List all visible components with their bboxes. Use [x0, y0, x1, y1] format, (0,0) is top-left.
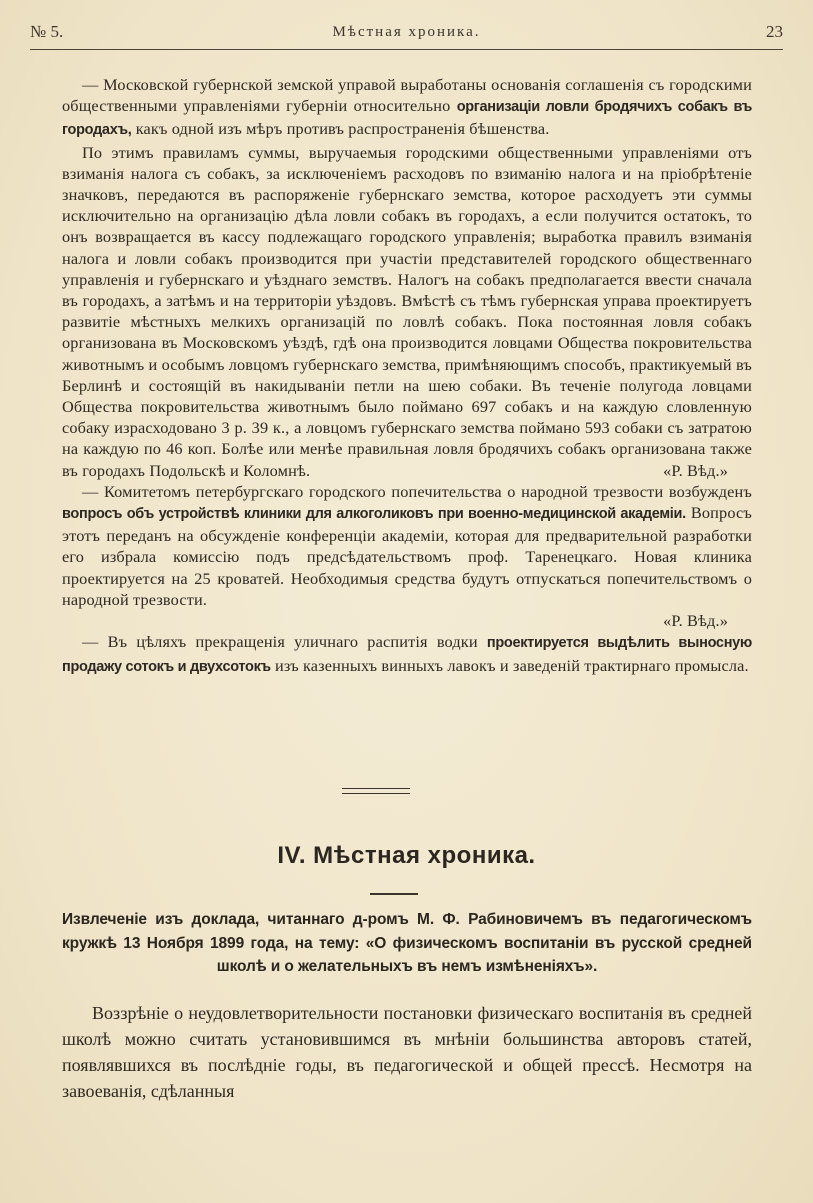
issue-number: № 5. — [30, 22, 64, 41]
paragraph-dogs-note: — Московской губернской земской управой выработаны основанія соглашенія съ городскими общественными управленіями губерніи относительно организаціи ловли бродячихъ собакъ въ городахъ, какъ одной изъ мѣръ противъ распространенія бѣшенства. — [62, 75, 753, 139]
header-rule — [30, 49, 783, 50]
source-citation: «Р. Вѣд.» — [663, 460, 728, 480]
running-title: Мѣстная хроника. — [332, 24, 481, 40]
page-header — [30, 22, 783, 48]
page-number: 23 — [766, 22, 783, 41]
source-citation: «Р. Вѣд.» — [663, 611, 728, 631]
paragraph-dogs-details: По этимъ правиламъ суммы, выручаемыя городскими общественными управленіями отъ взиманія налога съ собакъ, за исключеніемъ расходовъ по взиманію налога и на пріобрѣтеніе значковъ, передаются въ распоряженіе губернскаго земства, которое расходуетъ эти суммы исключительно на организацію дѣла ловли собакъ въ городахъ, а если получится остатокъ, то онъ возвращается въ кассу подлежащаго городского управленія; выработка правилъ взиманія налога и ловли собакъ производится при участіи представителей городского общественнаго управленія и губернскаго и уѣзднаго земствъ. Налогъ на собакъ предполагается ввести сначала въ городахъ, а затѣмъ и на территоріи уѣздовъ. Вмѣстѣ съ тѣмъ губернская управа проектируетъ развитіе мѣстныхъ мелкихъ организацій по ловлѣ собакъ. Пока постоянная ловля собакъ организована въ Московскомъ уѣздѣ, гдѣ она производится ловцами Общества покровительства животнымъ и особымъ ловцомъ губернскаго земства, примѣняющимъ способъ, практикуемый въ Берлинѣ и состоящій въ накидываніи петли на шею собаки. Въ теченіе полугода ловцами Общества покровительства животнымъ было поймано 697 собакъ и на каждую словленную собаку израсходовано 3 р. 39 к., а ловцомъ губернскаго земства поймано 593 собаки съ затратою на каждую по 46 коп. Болѣе или менѣе правильная ловля бродячихъ собакъ организована также въ городахъ Подольскѣ и Коломнѣ. — [62, 142, 752, 480]
paragraph-alcohol-clinic: — Комитетомъ петербургскаго городского попечительства о народной трезвости возбужденъ вопросъ объ устройствѣ клиники для алкоголиковъ при военно-медицинской академіи. Вопросъ этотъ переданъ на обсужденіе конференціи академіи, которая для предварительной разработки его избрала комиссію подъ предсѣдательствомъ проф. Таренецкаго. Новая клиника проектируется на 25 кроватей. Необходимыя средства будутъ отпускаться попечительствомъ о народной трезвости. — [62, 481, 752, 609]
section-heading: IV. Мѣстная хроника. — [277, 842, 536, 869]
article-first-paragraph: Воззрѣніе о неудовлетворительности постановки физическаго воспитанія въ средней школѣ можно считать установившимся въ мнѣніи большинства авторовъ статей, появлявшихся въ послѣдніе годы, въ педагогической и общей прессѣ. Несмотря на завоеванія, сдѣланныя — [62, 1003, 752, 1101]
section-divider — [342, 788, 410, 794]
article-subheading: Извлеченіе изъ доклада, читаннаго д-ромъ М. Ф. Рабиновичемъ въ педагогическомъ кружкѣ 13 Ноября 1899 года, на тему: «О физическомъ воспитаніи въ русской средней школѣ и о желательныхъ въ немъ измѣненіяхъ». — [62, 911, 752, 975]
paragraph-vodka-sales: — Въ цѣляхъ прекращенія уличнаго распитія водки проектируется выдѣлить выносную продажу сотокъ и двухсотокъ изъ казенныхъ винныхъ лавокъ и заведеній трактирнаго промысла. — [62, 632, 753, 675]
article-body — [62, 1000, 752, 1104]
emphasis-text: организаціи ловли бродячихъ собакъ въ городахъ, — [62, 99, 753, 139]
news-column — [62, 74, 752, 678]
emphasis-text: вопросъ объ устройствѣ клиники для алкоголиковъ при военно-медицинской академіи. — [62, 506, 686, 523]
heading-rule — [370, 893, 418, 895]
emphasis-text: проектируется выдѣлить выносную продажу сотокъ и двухсотокъ — [62, 635, 753, 675]
